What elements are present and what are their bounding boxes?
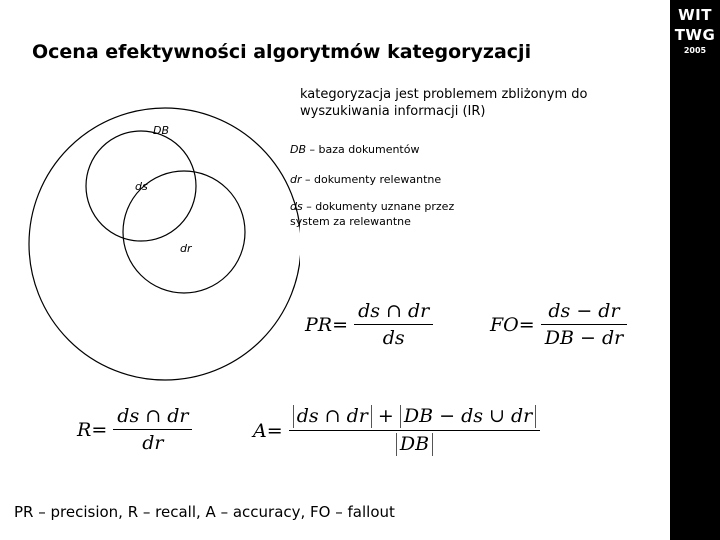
legend-ds-term: ds	[290, 200, 303, 213]
fo-eq: =	[518, 313, 535, 336]
r-numerator: ds ∩ dr	[113, 403, 192, 430]
legend-ds-desc: – dokumenty uznane przez system za relewantne	[290, 200, 455, 228]
pr-denominator: ds	[382, 327, 405, 349]
pr-eq: =	[332, 313, 349, 336]
logo-line-2: TWG	[674, 26, 716, 44]
fo-lhs: FO	[490, 313, 519, 336]
venn-label-db: DB	[153, 124, 170, 137]
formula-accuracy	[253, 403, 540, 458]
legend-db-term: DB	[290, 143, 307, 156]
a-denominator: DB	[289, 431, 541, 458]
r-lhs: R	[77, 418, 92, 441]
venn-label-ds: ds	[135, 180, 148, 193]
sidebar-strip	[670, 0, 720, 540]
a-term-2: DB − ds ∪ dr	[400, 405, 536, 428]
formula-fallout	[490, 298, 627, 351]
a-term-1: ds ∩ dr	[293, 405, 372, 428]
logo-year: 2005	[683, 46, 707, 55]
a-eq: =	[266, 419, 283, 442]
fo-fraction	[541, 298, 627, 351]
fo-denominator: DB − dr	[544, 327, 624, 349]
a-numerator: ds ∩ dr + DB − ds ∪ dr	[289, 403, 541, 431]
legend-db-desc: – baza dokumentów	[306, 143, 420, 156]
formula-recall	[77, 403, 192, 456]
intro-text: kategoryzacja jest problemem zbliżonym do wyszukiwania informacji (IR)	[300, 87, 588, 119]
r-fraction	[113, 403, 192, 456]
r-eq: =	[91, 418, 108, 441]
legend-dr	[290, 172, 441, 187]
venn-circle-db	[29, 108, 300, 380]
logo-line-1: WIT	[678, 6, 712, 24]
pr-fraction	[354, 298, 433, 351]
r-denominator: dr	[142, 432, 164, 454]
a-fraction	[289, 403, 541, 458]
wit-twg-logo	[670, 5, 720, 56]
legend-db	[290, 142, 419, 157]
legend-dr-desc: – dokumenty relewantne	[301, 173, 442, 186]
legend-ds	[290, 199, 490, 229]
legend-dr-term: dr	[290, 173, 302, 186]
pr-lhs: PR	[305, 313, 333, 336]
slide-title: Ocena efektywności algorytmów kategoryzacji	[32, 41, 532, 63]
venn-label-dr: dr	[180, 242, 192, 255]
a-lhs: A	[253, 419, 267, 442]
formula-precision	[305, 298, 433, 351]
pr-numerator: ds ∩ dr	[354, 298, 433, 325]
venn-diagram	[0, 0, 300, 420]
fo-numerator: ds − dr	[541, 298, 627, 325]
footer-abbreviations: PR – precision, R – recall, A – accuracy, FO – fallout	[14, 503, 395, 521]
